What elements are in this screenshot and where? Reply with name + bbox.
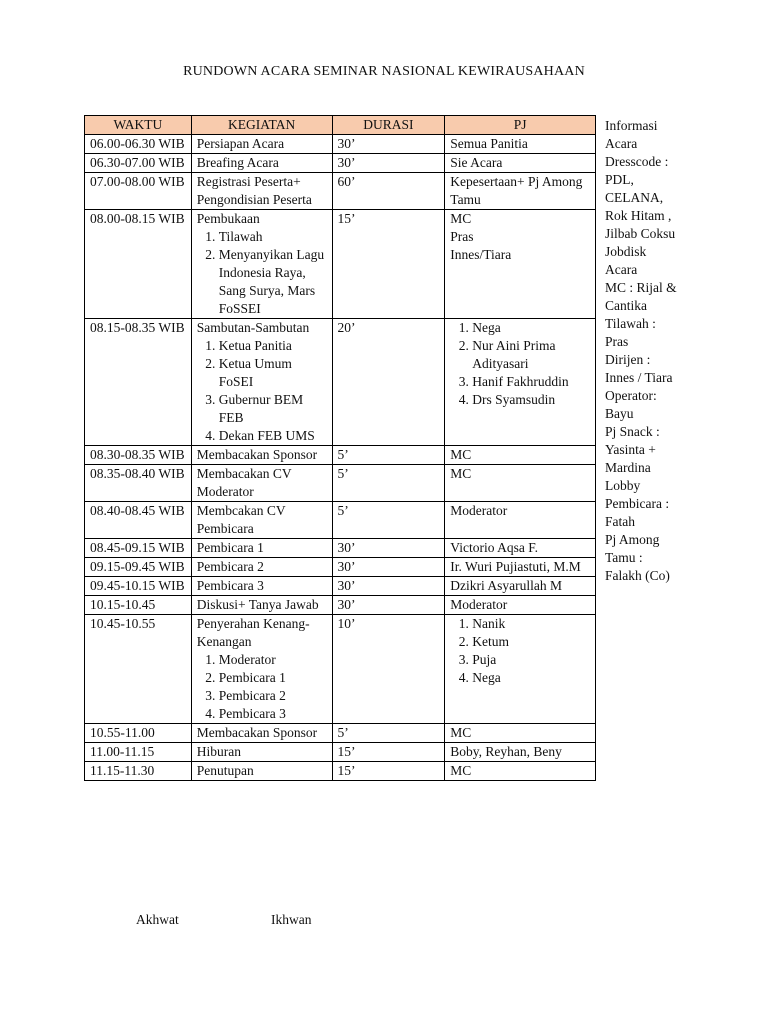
cell-waktu bbox=[85, 446, 192, 465]
durasi-text: 5’ bbox=[337, 503, 349, 518]
cell-waktu bbox=[85, 154, 192, 173]
kegiatan-text: Membacakan Sponsor bbox=[196, 725, 318, 740]
list-item: 3. Hanif Fakhruddin bbox=[472, 373, 590, 391]
pj-text: Dzikri Asyarullah M bbox=[450, 578, 562, 593]
cell-kegiatan bbox=[191, 762, 332, 781]
table-row bbox=[85, 173, 596, 210]
kegiatan-list bbox=[197, 651, 327, 723]
durasi-text: 15’ bbox=[337, 744, 356, 759]
waktu-text: 08.40-08.45 WIB bbox=[90, 503, 185, 518]
durasi-text: 20’ bbox=[337, 320, 356, 335]
pj-text: Kepesertaan+ Pj Among Tamu bbox=[450, 174, 583, 207]
list-item: 4. Drs Syamsudin bbox=[472, 391, 590, 409]
waktu-text: 08.00-08.15 WIB bbox=[90, 211, 185, 226]
table-row bbox=[85, 446, 596, 465]
durasi-text: 30’ bbox=[337, 578, 356, 593]
side-note-line: Pj Among Tamu : Falakh (Co) bbox=[605, 532, 670, 583]
waktu-text: 11.00-11.15 bbox=[90, 744, 155, 759]
pj-text: MC Pras Innes/Tiara bbox=[450, 211, 512, 262]
durasi-text: 10’ bbox=[337, 616, 356, 631]
cell-pj bbox=[445, 615, 596, 724]
kegiatan-text: Diskusi+ Tanya Jawab bbox=[196, 597, 319, 612]
pj-text: MC bbox=[450, 447, 472, 462]
cell-kegiatan bbox=[191, 577, 332, 596]
pj-text: MC bbox=[450, 725, 472, 740]
cell-durasi bbox=[332, 577, 445, 596]
cell-waktu bbox=[85, 577, 192, 596]
table-row bbox=[85, 615, 596, 724]
cell-waktu bbox=[85, 724, 192, 743]
cell-durasi bbox=[332, 173, 445, 210]
signature-ikhwan: Ikhwan bbox=[271, 912, 312, 927]
cell-kegiatan bbox=[191, 743, 332, 762]
cell-waktu bbox=[85, 135, 192, 154]
cell-durasi bbox=[332, 502, 445, 539]
kegiatan-text: Sambutan-Sambutan bbox=[196, 320, 310, 335]
list-item: 2. Nur Aini Prima Adityasari bbox=[472, 337, 590, 373]
cell-kegiatan bbox=[191, 173, 332, 210]
kegiatan-text: Pembicara 1 bbox=[196, 540, 264, 555]
pj-text: Boby, Reyhan, Beny bbox=[450, 744, 562, 759]
cell-pj bbox=[445, 762, 596, 781]
side-note-line: Dresscode : PDL, CELANA, Rok Hitam , Jilbab Coksu bbox=[605, 154, 676, 241]
list-item: 3. Gubernur BEM FEB bbox=[219, 391, 327, 427]
cell-waktu bbox=[85, 558, 192, 577]
cell-waktu bbox=[85, 465, 192, 502]
waktu-text: 06.00-06.30 WIB bbox=[90, 136, 185, 151]
durasi-text: 30’ bbox=[337, 136, 356, 151]
cell-kegiatan bbox=[191, 319, 332, 446]
cell-pj bbox=[445, 539, 596, 558]
side-notes bbox=[605, 117, 679, 585]
waktu-text: 06.30-07.00 WIB bbox=[90, 155, 185, 170]
list-item: 1. Nanik bbox=[472, 615, 590, 633]
page-title: RUNDOWN ACARA SEMINAR NASIONAL KEWIRAUSAHAAN bbox=[183, 64, 585, 79]
durasi-text: 30’ bbox=[337, 155, 356, 170]
table-row bbox=[85, 154, 596, 173]
cell-durasi bbox=[332, 319, 445, 446]
cell-waktu bbox=[85, 502, 192, 539]
pj-list bbox=[450, 319, 590, 409]
cell-waktu bbox=[85, 539, 192, 558]
cell-durasi bbox=[332, 210, 445, 319]
cell-pj bbox=[445, 743, 596, 762]
waktu-text: 07.00-08.00 WIB bbox=[90, 174, 185, 189]
table-header-row bbox=[85, 116, 596, 135]
waktu-text: 10.45-10.55 bbox=[90, 616, 156, 631]
durasi-text: 30’ bbox=[337, 559, 356, 574]
cell-pj bbox=[445, 465, 596, 502]
waktu-text: 11.15-11.30 bbox=[90, 763, 155, 778]
cell-kegiatan bbox=[191, 446, 332, 465]
table-body bbox=[85, 135, 596, 781]
side-note-line: Lobby Pembicara : Fatah bbox=[605, 478, 670, 529]
header-waktu: WAKTU bbox=[85, 116, 192, 135]
pj-text: Ir. Wuri Pujiastuti, M.M bbox=[450, 559, 581, 574]
side-note-line: Jobdisk Acara bbox=[605, 244, 647, 277]
list-item: 4. Pembicara 3 bbox=[219, 705, 327, 723]
table-row bbox=[85, 135, 596, 154]
side-note-line: Informasi Acara bbox=[605, 118, 658, 151]
waktu-text: 08.15-08.35 WIB bbox=[90, 320, 185, 335]
cell-waktu bbox=[85, 173, 192, 210]
table-row bbox=[85, 596, 596, 615]
cell-kegiatan bbox=[191, 465, 332, 502]
cell-durasi bbox=[332, 446, 445, 465]
cell-kegiatan bbox=[191, 539, 332, 558]
table-row bbox=[85, 743, 596, 762]
header-kegiatan: KEGIATAN bbox=[191, 116, 332, 135]
pj-text: Sie Acara bbox=[450, 155, 503, 170]
cell-kegiatan bbox=[191, 210, 332, 319]
side-note-line: Dirijen : Innes / Tiara bbox=[605, 352, 673, 385]
pj-text: Moderator bbox=[450, 597, 508, 612]
list-item: 4. Nega bbox=[472, 669, 590, 687]
cell-durasi bbox=[332, 558, 445, 577]
pj-list bbox=[450, 615, 590, 687]
list-item: 3. Puja bbox=[472, 651, 590, 669]
cell-pj bbox=[445, 596, 596, 615]
table-row bbox=[85, 724, 596, 743]
waktu-text: 08.35-08.40 WIB bbox=[90, 466, 185, 481]
cell-pj bbox=[445, 724, 596, 743]
table-row bbox=[85, 465, 596, 502]
durasi-text: 5’ bbox=[337, 725, 349, 740]
waktu-text: 08.30-08.35 WIB bbox=[90, 447, 185, 462]
kegiatan-text: Membacakan Sponsor bbox=[196, 447, 318, 462]
cell-durasi bbox=[332, 539, 445, 558]
signature-akhwat: Akhwat bbox=[136, 912, 179, 927]
cell-pj bbox=[445, 135, 596, 154]
cell-pj bbox=[445, 319, 596, 446]
pj-text: MC bbox=[450, 763, 472, 778]
cell-waktu bbox=[85, 762, 192, 781]
kegiatan-text: Pembicara 3 bbox=[196, 578, 264, 593]
cell-waktu bbox=[85, 596, 192, 615]
cell-durasi bbox=[332, 465, 445, 502]
kegiatan-list bbox=[197, 228, 327, 318]
table-row bbox=[85, 558, 596, 577]
waktu-text: 09.45-10.15 WIB bbox=[90, 578, 185, 593]
table-row bbox=[85, 319, 596, 446]
cell-waktu bbox=[85, 210, 192, 319]
durasi-text: 30’ bbox=[337, 540, 356, 555]
list-item: 2. Ketua Umum FoSEI bbox=[219, 355, 327, 391]
pj-text: Moderator bbox=[450, 503, 508, 518]
list-item: 3. Pembicara 2 bbox=[219, 687, 327, 705]
kegiatan-text: Persiapan Acara bbox=[196, 136, 285, 151]
durasi-text: 5’ bbox=[337, 466, 349, 481]
pj-text: Semua Panitia bbox=[450, 136, 528, 151]
durasi-text: 5’ bbox=[337, 447, 349, 462]
table-row bbox=[85, 502, 596, 539]
kegiatan-text: Breafing Acara bbox=[196, 155, 279, 170]
list-item: 1. Tilawah bbox=[219, 228, 327, 246]
cell-pj bbox=[445, 173, 596, 210]
kegiatan-list bbox=[197, 337, 327, 445]
durasi-text: 15’ bbox=[337, 211, 356, 226]
durasi-text: 30’ bbox=[337, 597, 356, 612]
list-item: 1. Ketua Panitia bbox=[219, 337, 327, 355]
kegiatan-text: Membcakan CV Pembicara bbox=[196, 503, 286, 536]
cell-kegiatan bbox=[191, 596, 332, 615]
waktu-text: 10.15-10.45 bbox=[90, 597, 156, 612]
list-item: 1. Nega bbox=[472, 319, 590, 337]
pj-text: Victorio Aqsa F. bbox=[450, 540, 538, 555]
list-item: 1. Moderator bbox=[219, 651, 327, 669]
cell-kegiatan bbox=[191, 558, 332, 577]
pj-text: MC bbox=[450, 466, 472, 481]
cell-durasi bbox=[332, 596, 445, 615]
cell-durasi bbox=[332, 135, 445, 154]
durasi-text: 60’ bbox=[337, 174, 356, 189]
kegiatan-text: Penyerahan Kenang-Kenangan bbox=[196, 616, 310, 649]
cell-durasi bbox=[332, 615, 445, 724]
kegiatan-text: Pembukaan bbox=[196, 211, 260, 226]
cell-pj bbox=[445, 502, 596, 539]
cell-pj bbox=[445, 154, 596, 173]
cell-waktu bbox=[85, 615, 192, 724]
kegiatan-text: Registrasi Peserta+ Pengondisian Peserta bbox=[196, 174, 312, 207]
cell-durasi bbox=[332, 724, 445, 743]
list-item: 4. Dekan FEB UMS bbox=[219, 427, 327, 445]
cell-durasi bbox=[332, 154, 445, 173]
waktu-text: 10.55-11.00 bbox=[90, 725, 155, 740]
table-row bbox=[85, 210, 596, 319]
cell-waktu bbox=[85, 319, 192, 446]
durasi-text: 15’ bbox=[337, 763, 356, 778]
list-item: 2. Menyanyikan Lagu Indonesia Raya, Sang Surya, Mars FoSSEI bbox=[219, 246, 327, 318]
header-durasi: DURASI bbox=[332, 116, 445, 135]
side-note-line: MC : Rijal & Cantika bbox=[605, 280, 677, 313]
table-row bbox=[85, 762, 596, 781]
cell-kegiatan bbox=[191, 724, 332, 743]
cell-kegiatan bbox=[191, 135, 332, 154]
kegiatan-text: Membacakan CV Moderator bbox=[196, 466, 292, 499]
header-pj: PJ bbox=[445, 116, 596, 135]
kegiatan-text: Hiburan bbox=[196, 744, 241, 759]
side-note-line: Pj Snack : Yasinta + Mardina bbox=[605, 424, 660, 475]
rundown-table bbox=[84, 115, 596, 781]
list-item: 2. Pembicara 1 bbox=[219, 669, 327, 687]
waktu-text: 09.15-09.45 WIB bbox=[90, 559, 185, 574]
cell-kegiatan bbox=[191, 154, 332, 173]
cell-kegiatan bbox=[191, 615, 332, 724]
table-row bbox=[85, 577, 596, 596]
side-note-line: Operator: Bayu bbox=[605, 388, 657, 421]
cell-pj bbox=[445, 577, 596, 596]
cell-pj bbox=[445, 446, 596, 465]
cell-waktu bbox=[85, 743, 192, 762]
cell-pj bbox=[445, 210, 596, 319]
kegiatan-text: Pembicara 2 bbox=[196, 559, 264, 574]
cell-pj bbox=[445, 558, 596, 577]
cell-durasi bbox=[332, 743, 445, 762]
side-note-line: Tilawah : Pras bbox=[605, 316, 656, 349]
table-row bbox=[85, 539, 596, 558]
kegiatan-text: Penutupan bbox=[196, 763, 254, 778]
cell-kegiatan bbox=[191, 502, 332, 539]
list-item: 2. Ketum bbox=[472, 633, 590, 651]
cell-durasi bbox=[332, 762, 445, 781]
waktu-text: 08.45-09.15 WIB bbox=[90, 540, 185, 555]
